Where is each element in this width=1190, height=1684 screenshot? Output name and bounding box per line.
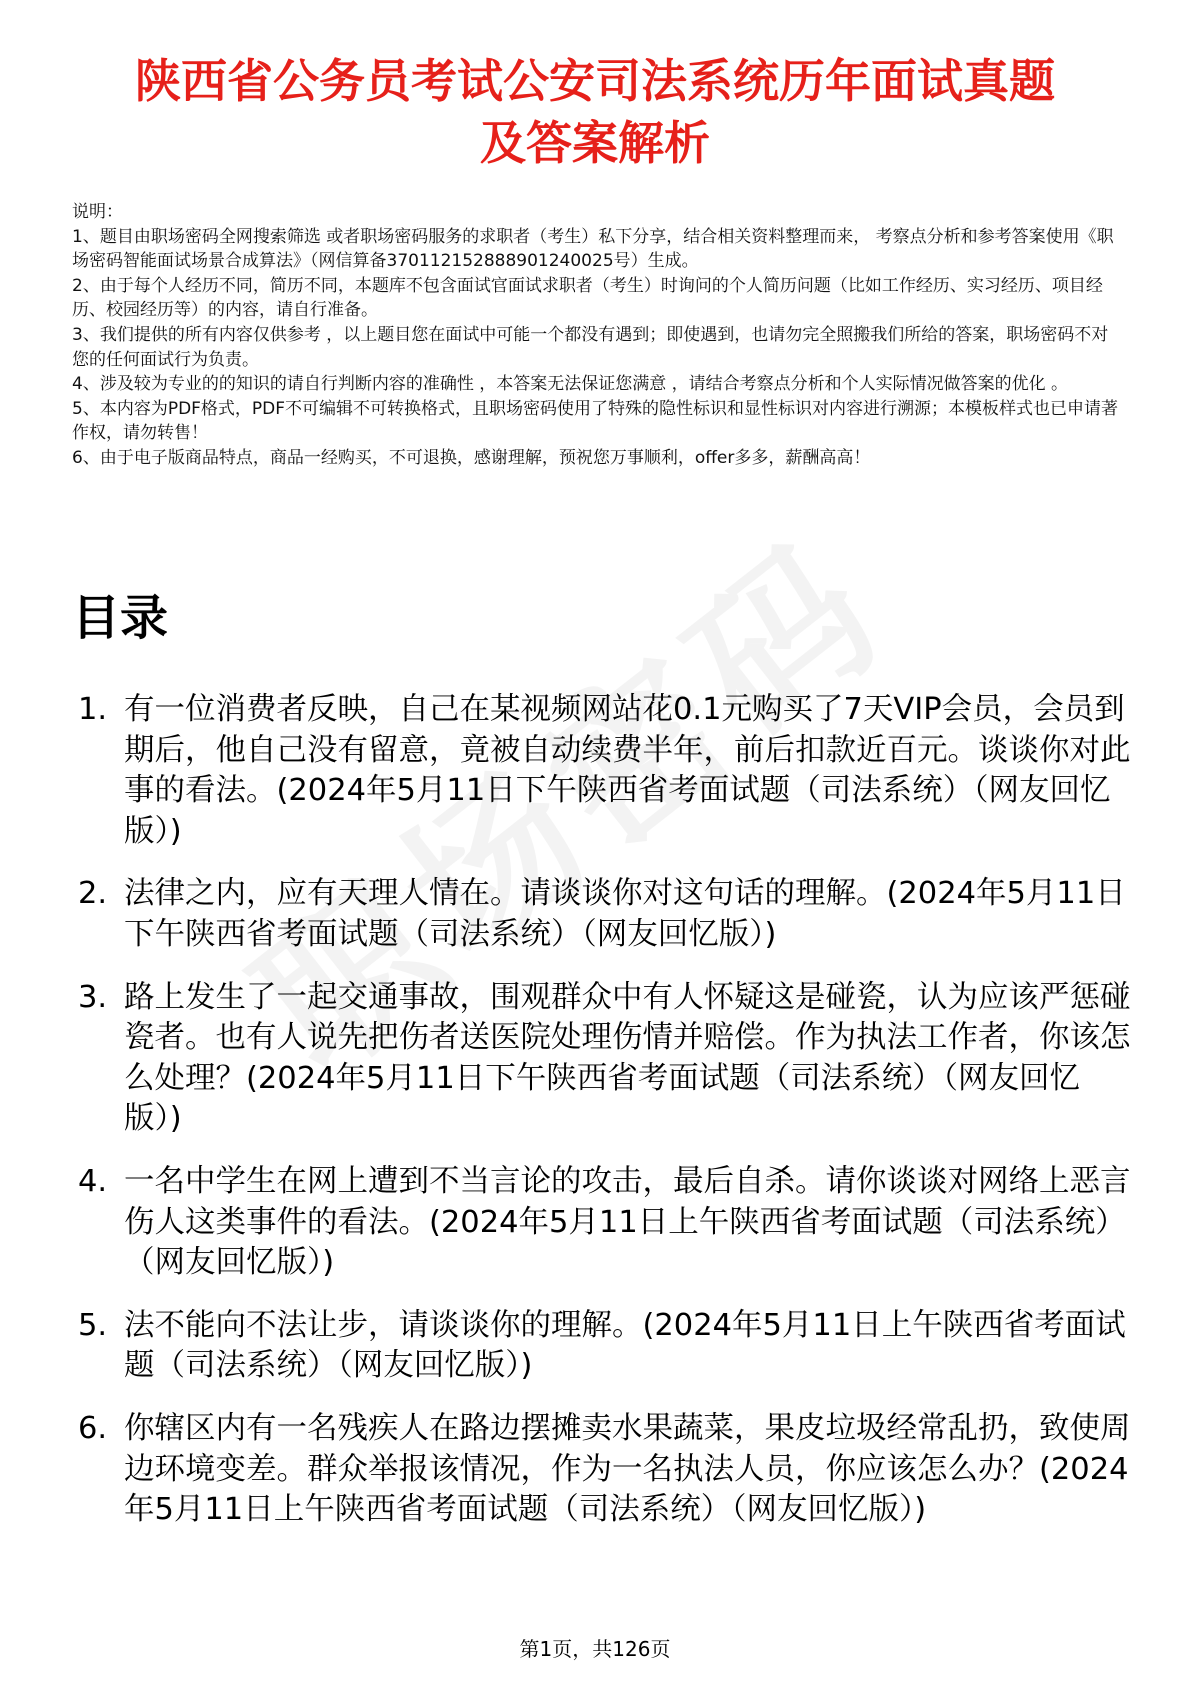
toc-item-number: 1. bbox=[78, 692, 108, 727]
toc-item[interactable] bbox=[72, 978, 1132, 1140]
toc-item[interactable] bbox=[72, 1306, 1132, 1387]
toc-item-number: 2. bbox=[78, 876, 108, 912]
note-item: 6、由于电子版商品特点，商品一经购买，不可退换，感谢理解，预祝您万事顺利，offer多多，薪酬高高！ bbox=[72, 447, 871, 468]
toc-item[interactable] bbox=[72, 1409, 1132, 1531]
toc-item[interactable] bbox=[72, 690, 1132, 852]
title-line-1: 陕西省公务员考试公安司法系统历年面试真题 bbox=[135, 54, 1055, 108]
toc-item[interactable] bbox=[72, 1162, 1132, 1284]
notes-heading: 说明： bbox=[72, 202, 123, 222]
toc-item-text: 法律之内，应有天理人情在。请谈谈你对这句话的理解。(2024年5月11日下午陕西省考面试题（司法系统）（网友回忆版）) bbox=[124, 876, 1126, 952]
toc-item[interactable] bbox=[72, 874, 1132, 955]
notes-section bbox=[72, 200, 1124, 471]
toc-item-number: 3. bbox=[78, 979, 108, 1015]
toc-item-text: 有一位消费者反映，自己在某视频网站花0.1元购买了7天VIP会员，会员到期后，他自己没有留意，竟被自动续费半年，前后扣款近百元。谈谈你对此事的看法。(2024年5月11日下午陕西省考面试题（司法系统）（网友回忆版）) bbox=[124, 692, 1131, 849]
note-item: 2、由于每个人经历不同，简历不同，本题库不包含面试官面试求职者（考生）时询问的个人简历问题（比如工作经历、实习经历、项目经历、校园经历等）的内容，请自行准备。 bbox=[72, 275, 1103, 321]
toc-item-text: 你辖区内有一名残疾人在路边摆摊卖水果蔬菜，果皮垃圾经常乱扔，致使周边环境变差。群众举报该情况，作为一名执法人员，你应该怎么办？(2024年5月11日上午陕西省考面试题（司法系统）（网友回忆版）) bbox=[124, 1410, 1131, 1528]
note-item: 4、涉及较为专业的的知识的请自行判断内容的准确性 ，本答案无法保证您满意 ，请结合考察点分析和个人实际情况做答案的优化 。 bbox=[72, 374, 1069, 395]
toc-heading: 目录 bbox=[72, 590, 169, 646]
document-title bbox=[40, 50, 1150, 174]
title-line-2: 及答案解析 bbox=[480, 116, 710, 170]
note-item: 1、题目由职场密码全网搜索筛选 或者职场密码服务的求职者（考生）私下分享，结合相关资料整理而来， 考察点分析和参考答案使用《职场密码智能面试场景合成算法》（网信算备370112152888901240025号）生成。 bbox=[72, 226, 1114, 272]
toc-item-text: 一名中学生在网上遭到不当言论的攻击，最后自杀。请你谈谈对网络上恶言伤人这类事件的看法。(2024年5月11日上午陕西省考面试题（司法系统）（网友回忆版）) bbox=[124, 1163, 1131, 1281]
toc-item-text: 路上发生了一起交通事故，围观群众中有人怀疑这是碰瓷，认为应该严惩碰瓷者。也有人说先把伤者送医院处理伤情并赔偿。作为执法工作者，你该怎么处理？(2024年5月11日下午陕西省考面试题（司法系统）（网友回忆版）) bbox=[124, 979, 1131, 1137]
toc-item-number: 5. bbox=[78, 1307, 108, 1343]
toc-item-number: 6. bbox=[78, 1410, 108, 1446]
toc-item-text: 法不能向不法让步，请谈谈你的理解。(2024年5月11日上午陕西省考面试题（司法系统）（网友回忆版）) bbox=[124, 1307, 1126, 1384]
note-item: 5、本内容为PDF格式，PDF不可编辑不可转换格式，且职场密码使用了特殊的隐性标识和显性标识对内容进行溯源；本模板样式也已申请著作权，请勿转售！ bbox=[72, 398, 1119, 444]
toc-list bbox=[72, 690, 1132, 1553]
note-item: 3、我们提供的所有内容仅供参考 ，以上题目您在面试中可能一个都没有遇到；即使遇到，也请勿完全照搬我们所给的答案，职场密码不对您的任何面试行为负责。 bbox=[72, 324, 1109, 370]
toc-item-number: 4. bbox=[78, 1163, 108, 1199]
page-number: 第1页，共126页 bbox=[519, 1637, 671, 1661]
